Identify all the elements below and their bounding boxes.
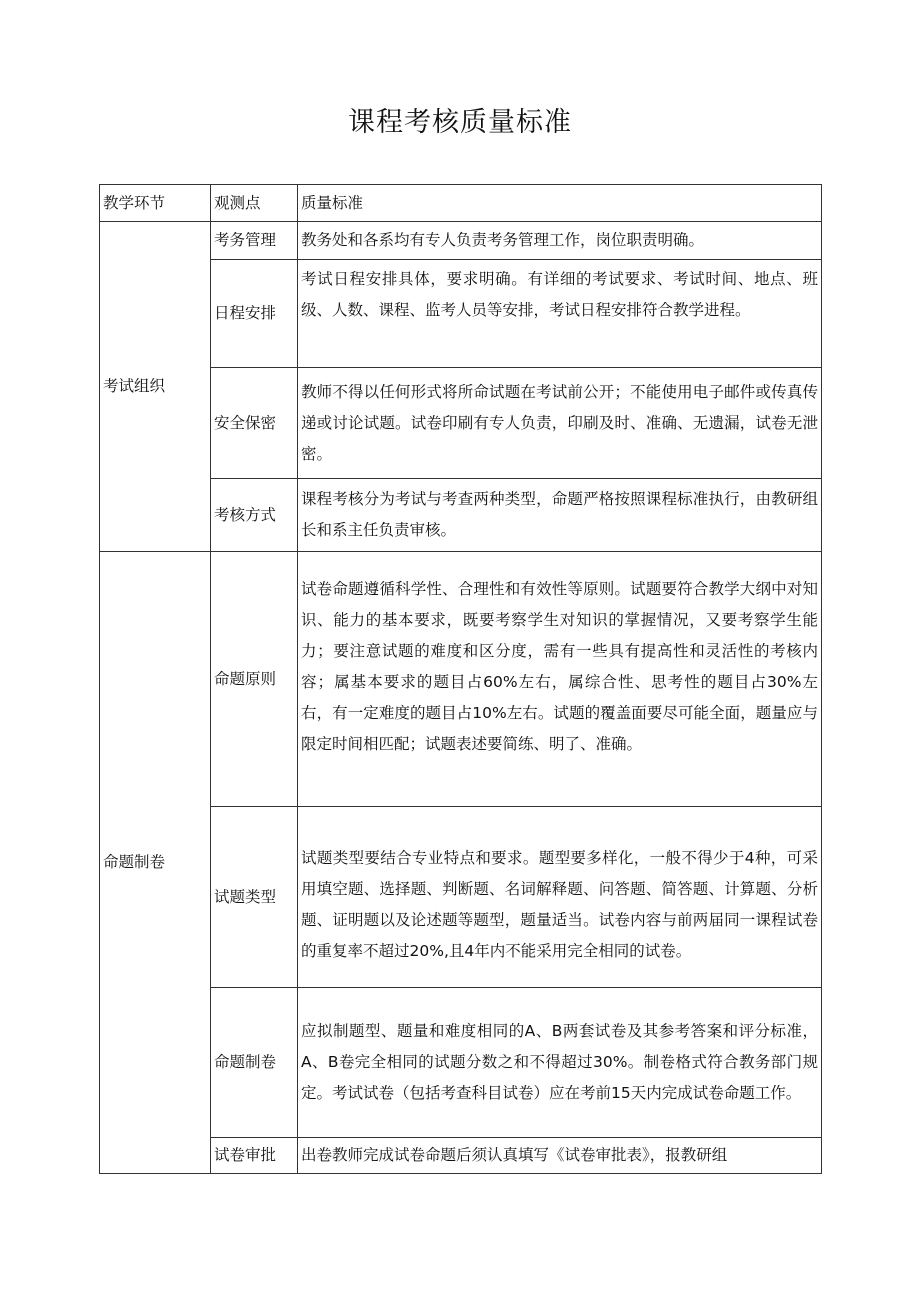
standard-text: 教务处和各系均有专人负责考务管理工作，岗位职责明确。: [298, 222, 822, 260]
header-quality-standard: 质量标准: [298, 185, 822, 222]
standard-text: 试卷命题遵循科学性、合理性和有效性等原则。试题要符合教学大纲中对知识、能力的基本要求，既要考察学生对知识的掌握情况，又要考察学生能力；要注意试题的难度和区分度，需有一些具有提高性和灵活性的考核内容；属基本要求的题目占60%左右，属综合性、思考性的题目占30%左右，有一定难度的题目占10%左右。试题的覆盖面要尽可能全面，题量应与限定时间相匹配；试题表述要简练、明了、准确。: [298, 552, 822, 807]
point-label: 试卷审批: [211, 1138, 298, 1174]
quality-standard-table: [99, 184, 822, 1174]
header-teaching-stage: 教学环节: [100, 185, 211, 222]
point-label: 考核方式: [211, 479, 298, 552]
page-title: 课程考核质量标准: [348, 107, 572, 138]
section-name-paper-preparation: 命题制卷: [100, 552, 211, 1174]
point-label: 命题制卷: [211, 988, 298, 1138]
standard-text: 出卷教师完成试卷命题后须认真填写《试卷审批表》，报教研组: [298, 1138, 822, 1174]
point-label: 安全保密: [211, 368, 298, 479]
point-label: 日程安排: [211, 260, 298, 368]
table-header-row: [100, 185, 822, 222]
standard-text: 试题类型要结合专业特点和要求。题型要多样化，一般不得少于4种，可采用填空题、选择题、判断题、名词解释题、问答题、简答题、计算题、分析题、证明题以及论述题等题型，题量适当。试卷内容与前两届同一课程试卷的重复率不超过20%,且4年内不能采用完全相同的试卷。: [298, 807, 822, 988]
standard-text: 教师不得以任何形式将所命试题在考试前公开；不能使用电子邮件或传真传递或讨论试题。试卷印刷有专人负责，印刷及时、准确、无遗漏，试卷无泄密。: [298, 368, 822, 479]
point-label: 考务管理: [211, 222, 298, 260]
standard-text: 应拟制题型、题量和难度相同的A、B两套试卷及其参考答案和评分标准，A、B卷完全相同的试题分数之和不得超过30%。制卷格式符合教务部门规定。考试试卷（包括考查科目试卷）应在考前15天内完成试卷命题工作。: [298, 988, 822, 1138]
header-observation-point: 观测点: [211, 185, 298, 222]
section-name-exam-organization: 考试组织: [100, 222, 211, 552]
point-label: 命题原则: [211, 552, 298, 807]
table-row: [100, 552, 822, 807]
standard-text: 课程考核分为考试与考查两种类型，命题严格按照课程标准执行，由教研组长和系主任负责审核。: [298, 479, 822, 552]
point-label: 试题类型: [211, 807, 298, 988]
table-row: [100, 222, 822, 260]
standard-text: 考试日程安排具体，要求明确。有详细的考试要求、考试时间、地点、班级、人数、课程、监考人员等安排，考试日程安排符合教学进程。: [298, 260, 822, 368]
